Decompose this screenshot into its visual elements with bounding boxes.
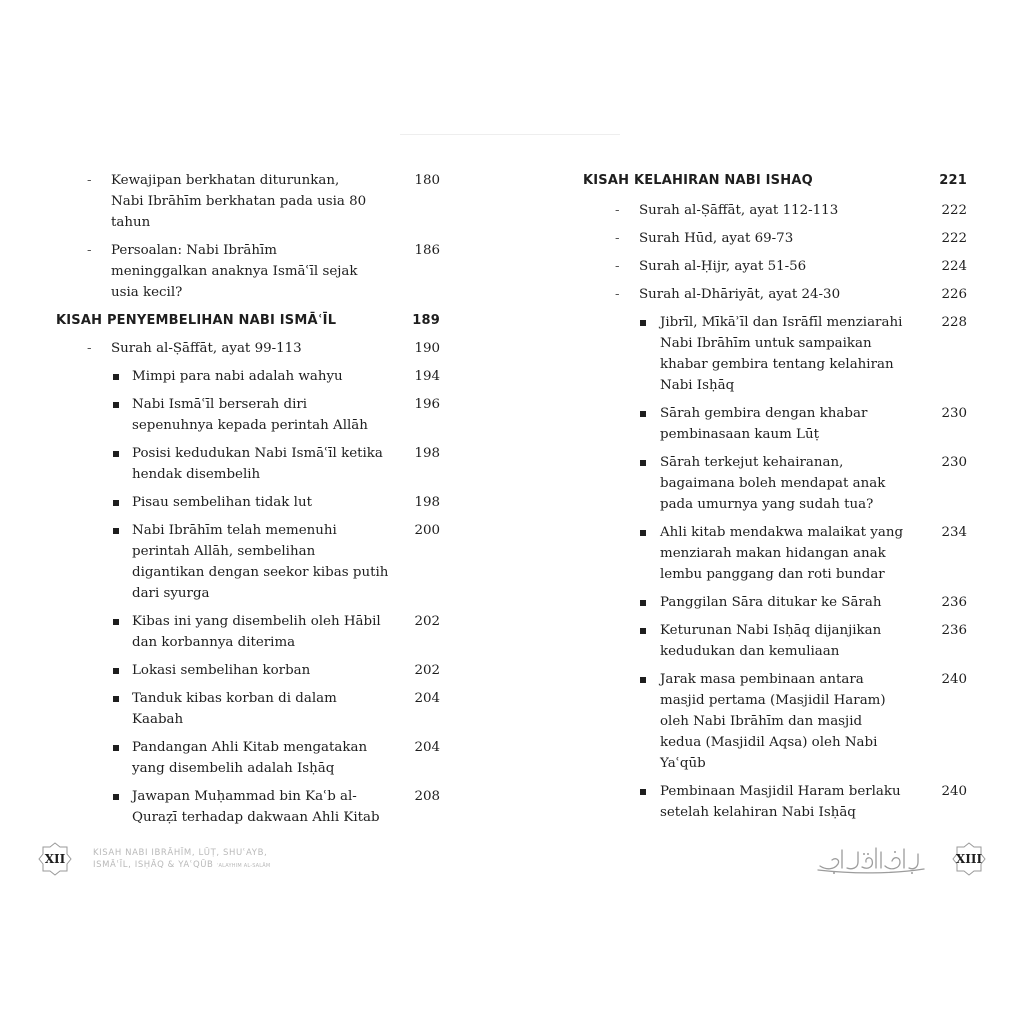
toc-entry-title: Persoalan: Nabi Ibrāhīm meninggalkan anaknya Ismāʿīl sejak usia kecil? bbox=[111, 243, 358, 300]
toc-page-number: 189 bbox=[412, 313, 440, 328]
toc-page-number: 222 bbox=[941, 203, 967, 218]
square-bullet-icon bbox=[113, 402, 119, 408]
toc-entry-title: Jarak masa pembinaan antara masjid pertama (Masjidil Haram) oleh Nabi Ibrāhīm dan masjid kedua (Masjidil Aqsa) oleh Nabi Yaʿqūb bbox=[660, 672, 886, 771]
toc-entry-title: Sārah gembira dengan khabar pembinasaan kaum Lūṭ bbox=[660, 406, 868, 442]
toc-entry-dash bbox=[583, 228, 967, 249]
toc-entry-bullet bbox=[56, 786, 440, 828]
toc-entry-bullet bbox=[583, 669, 967, 774]
toc-entry-title: Kewajipan berkhatan diturunkan, Nabi Ibrāhīm berkhatan pada usia 80 tahun bbox=[111, 173, 367, 230]
toc-entry-title: Keturunan Nabi Isḥāq dijanjikan kedudukan dan kemuliaan bbox=[660, 623, 882, 659]
square-bullet-icon bbox=[640, 411, 646, 417]
toc-page-number: 230 bbox=[941, 406, 967, 421]
toc-entry-bullet bbox=[56, 737, 440, 779]
toc-entry-title: Pembinaan Masjidil Haram berlaku setelah kelahiran Nabi Isḥāq bbox=[660, 784, 901, 820]
toc-entry-bullet bbox=[56, 394, 440, 436]
toc-entry-title: Panggilan Sāra ditukar ke Sārah bbox=[660, 595, 882, 610]
toc-right-column bbox=[583, 170, 967, 830]
toc-entry-title: Lokasi sembelihan korban bbox=[132, 663, 311, 678]
toc-entry-bullet bbox=[56, 492, 440, 513]
toc-entry-bullet bbox=[583, 592, 967, 613]
toc-entry-title: Nabi Ibrāhīm telah memenuhi perintah Allāh, sembelihan digantikan dengan seekor kibas putih dari syurga bbox=[132, 523, 389, 601]
dash-marker: - bbox=[87, 341, 92, 356]
toc-entry-bullet bbox=[56, 688, 440, 730]
toc-entry-heading bbox=[583, 170, 967, 191]
toc-entry-title: Jibrīl, Mīkāʾīl dan Isrāfīl menziarahi Nabi Ibrāhīm untuk sampaikan khabar gembira tentang kelahiran Nabi Isḥāq bbox=[660, 315, 903, 393]
toc-page-number: 221 bbox=[939, 173, 967, 188]
toc-page-number: 198 bbox=[414, 446, 440, 461]
toc-page-number: 222 bbox=[941, 231, 967, 246]
toc-entry-title: Mimpi para nabi adalah wahyu bbox=[132, 369, 343, 384]
toc-page-number: 224 bbox=[941, 259, 967, 274]
toc-page-number: 202 bbox=[414, 663, 440, 678]
toc-entry-bullet bbox=[56, 611, 440, 653]
toc-entry-title: Nabi Ismāʿīl berserah diri sepenuhnya kepada perintah Allāh bbox=[132, 397, 368, 433]
toc-page-number: 208 bbox=[414, 789, 440, 804]
toc-entry-bullet bbox=[583, 522, 967, 585]
toc-page-number: 196 bbox=[414, 397, 440, 412]
toc-entry-dash bbox=[56, 170, 440, 233]
toc-entry-title: Surah al-Ṣāffāt, ayat 99-113 bbox=[111, 341, 302, 356]
toc-entry-title: KISAH PENYEMBELIHAN NABI ISMĀʿĪL bbox=[56, 313, 337, 328]
toc-page-number: 226 bbox=[941, 287, 967, 302]
square-bullet-icon bbox=[640, 789, 646, 795]
toc-entry-bullet bbox=[56, 660, 440, 681]
square-bullet-icon bbox=[640, 628, 646, 634]
toc-entry-title: Tanduk kibas korban di dalam Kaabah bbox=[132, 691, 337, 727]
toc-page-number: 204 bbox=[414, 740, 440, 755]
page-number-right bbox=[952, 842, 986, 876]
toc-entry-heading bbox=[56, 310, 440, 331]
toc-entry-title: Kibas ini yang disembelih oleh Hābil dan korbannya diterima bbox=[132, 614, 381, 650]
square-bullet-icon bbox=[113, 745, 119, 751]
toc-page-number: 234 bbox=[941, 525, 967, 540]
square-bullet-icon bbox=[113, 528, 119, 534]
toc-entry-bullet bbox=[583, 312, 967, 396]
dash-marker: - bbox=[615, 203, 620, 218]
toc-left-column bbox=[56, 170, 440, 835]
toc-entry-title: Surah al-Ḥijr, ayat 51-56 bbox=[639, 259, 807, 274]
page-fold-line bbox=[400, 134, 620, 135]
toc-entry-bullet bbox=[56, 443, 440, 485]
toc-page-number: 236 bbox=[941, 623, 967, 638]
toc-entry-bullet bbox=[56, 366, 440, 387]
toc-entry-dash bbox=[56, 240, 440, 303]
square-bullet-icon bbox=[640, 460, 646, 466]
toc-page-number: 228 bbox=[941, 315, 967, 330]
toc-page-number: 186 bbox=[414, 243, 440, 258]
dash-marker: - bbox=[615, 287, 620, 302]
toc-page-number: 180 bbox=[414, 173, 440, 188]
square-bullet-icon bbox=[640, 677, 646, 683]
toc-page-number: 204 bbox=[414, 691, 440, 706]
toc-page-number: 240 bbox=[941, 784, 967, 799]
page-number-left bbox=[38, 842, 72, 876]
toc-entry-title: Jawapan Muḥammad bin Kaʿb al-Quraẓī terhadap dakwaan Ahli Kitab bbox=[132, 789, 380, 825]
square-bullet-icon bbox=[113, 451, 119, 457]
square-bullet-icon bbox=[113, 619, 119, 625]
toc-entry-dash bbox=[583, 200, 967, 221]
toc-entry-title: Surah al-Dhāriyāt, ayat 24-30 bbox=[639, 287, 841, 302]
toc-entry-title: Ahli kitab mendakwa malaikat yang menziarah makan hidangan anak lembu panggang dan roti bundar bbox=[660, 525, 904, 582]
dash-marker: - bbox=[87, 243, 92, 258]
toc-entry-dash bbox=[583, 256, 967, 277]
running-title-small: ʿALAYHIM AL-SALĀM bbox=[216, 863, 271, 869]
running-title-line2: ISMĀʿĪL, ISḤĀQ & YAʿQŪB bbox=[93, 860, 214, 870]
toc-entry-bullet bbox=[583, 403, 967, 445]
toc-page-number: 190 bbox=[414, 341, 440, 356]
running-title bbox=[93, 847, 293, 872]
toc-entry-title: Surah al-Ṣāffāt, ayat 112-113 bbox=[639, 203, 839, 218]
toc-entry-title: Sārah terkejut kehairanan, bagaimana boleh mendapat anak pada umurnya yang sudah tua? bbox=[660, 455, 886, 512]
square-bullet-icon bbox=[640, 530, 646, 536]
square-bullet-icon bbox=[113, 374, 119, 380]
toc-entry-title: Pisau sembelihan tidak lut bbox=[132, 495, 312, 510]
running-title-line1: KISAH NABI IBRĀHĪM, LŪṬ, SHUʿAYB, bbox=[93, 848, 268, 858]
toc-page-number: 200 bbox=[414, 523, 440, 538]
square-bullet-icon bbox=[113, 668, 119, 674]
toc-entry-title: Posisi kedudukan Nabi Ismāʿīl ketika hendak disembelih bbox=[132, 446, 383, 482]
dash-marker: - bbox=[87, 173, 92, 188]
toc-page-number: 194 bbox=[414, 369, 440, 384]
toc-entry-dash bbox=[56, 338, 440, 359]
toc-entry-bullet bbox=[583, 781, 967, 823]
toc-page-number: 198 bbox=[414, 495, 440, 510]
dash-marker: - bbox=[615, 231, 620, 246]
folio-right: XIII bbox=[955, 852, 983, 866]
folio-left: XII bbox=[44, 852, 66, 866]
square-bullet-icon bbox=[640, 320, 646, 326]
toc-page-number: 202 bbox=[414, 614, 440, 629]
toc-page-number: 236 bbox=[941, 595, 967, 610]
toc-page-number: 230 bbox=[941, 455, 967, 470]
toc-entry-bullet bbox=[56, 520, 440, 604]
dash-marker: - bbox=[615, 259, 620, 274]
square-bullet-icon bbox=[113, 794, 119, 800]
toc-entry-dash bbox=[583, 284, 967, 305]
toc-entry-title: Surah Hūd, ayat 69-73 bbox=[639, 231, 794, 246]
toc-entry-title: KISAH KELAHIRAN NABI ISHAQ bbox=[583, 173, 813, 188]
square-bullet-icon bbox=[640, 600, 646, 606]
toc-page-number: 240 bbox=[941, 672, 967, 687]
square-bullet-icon bbox=[113, 696, 119, 702]
toc-entry-bullet bbox=[583, 452, 967, 515]
arabic-calligraphy-logo-icon bbox=[812, 840, 930, 876]
square-bullet-icon bbox=[113, 500, 119, 506]
toc-entry-bullet bbox=[583, 620, 967, 662]
toc-entry-title: Pandangan Ahli Kitab mengatakan yang disembelih adalah Isḥāq bbox=[132, 740, 368, 776]
